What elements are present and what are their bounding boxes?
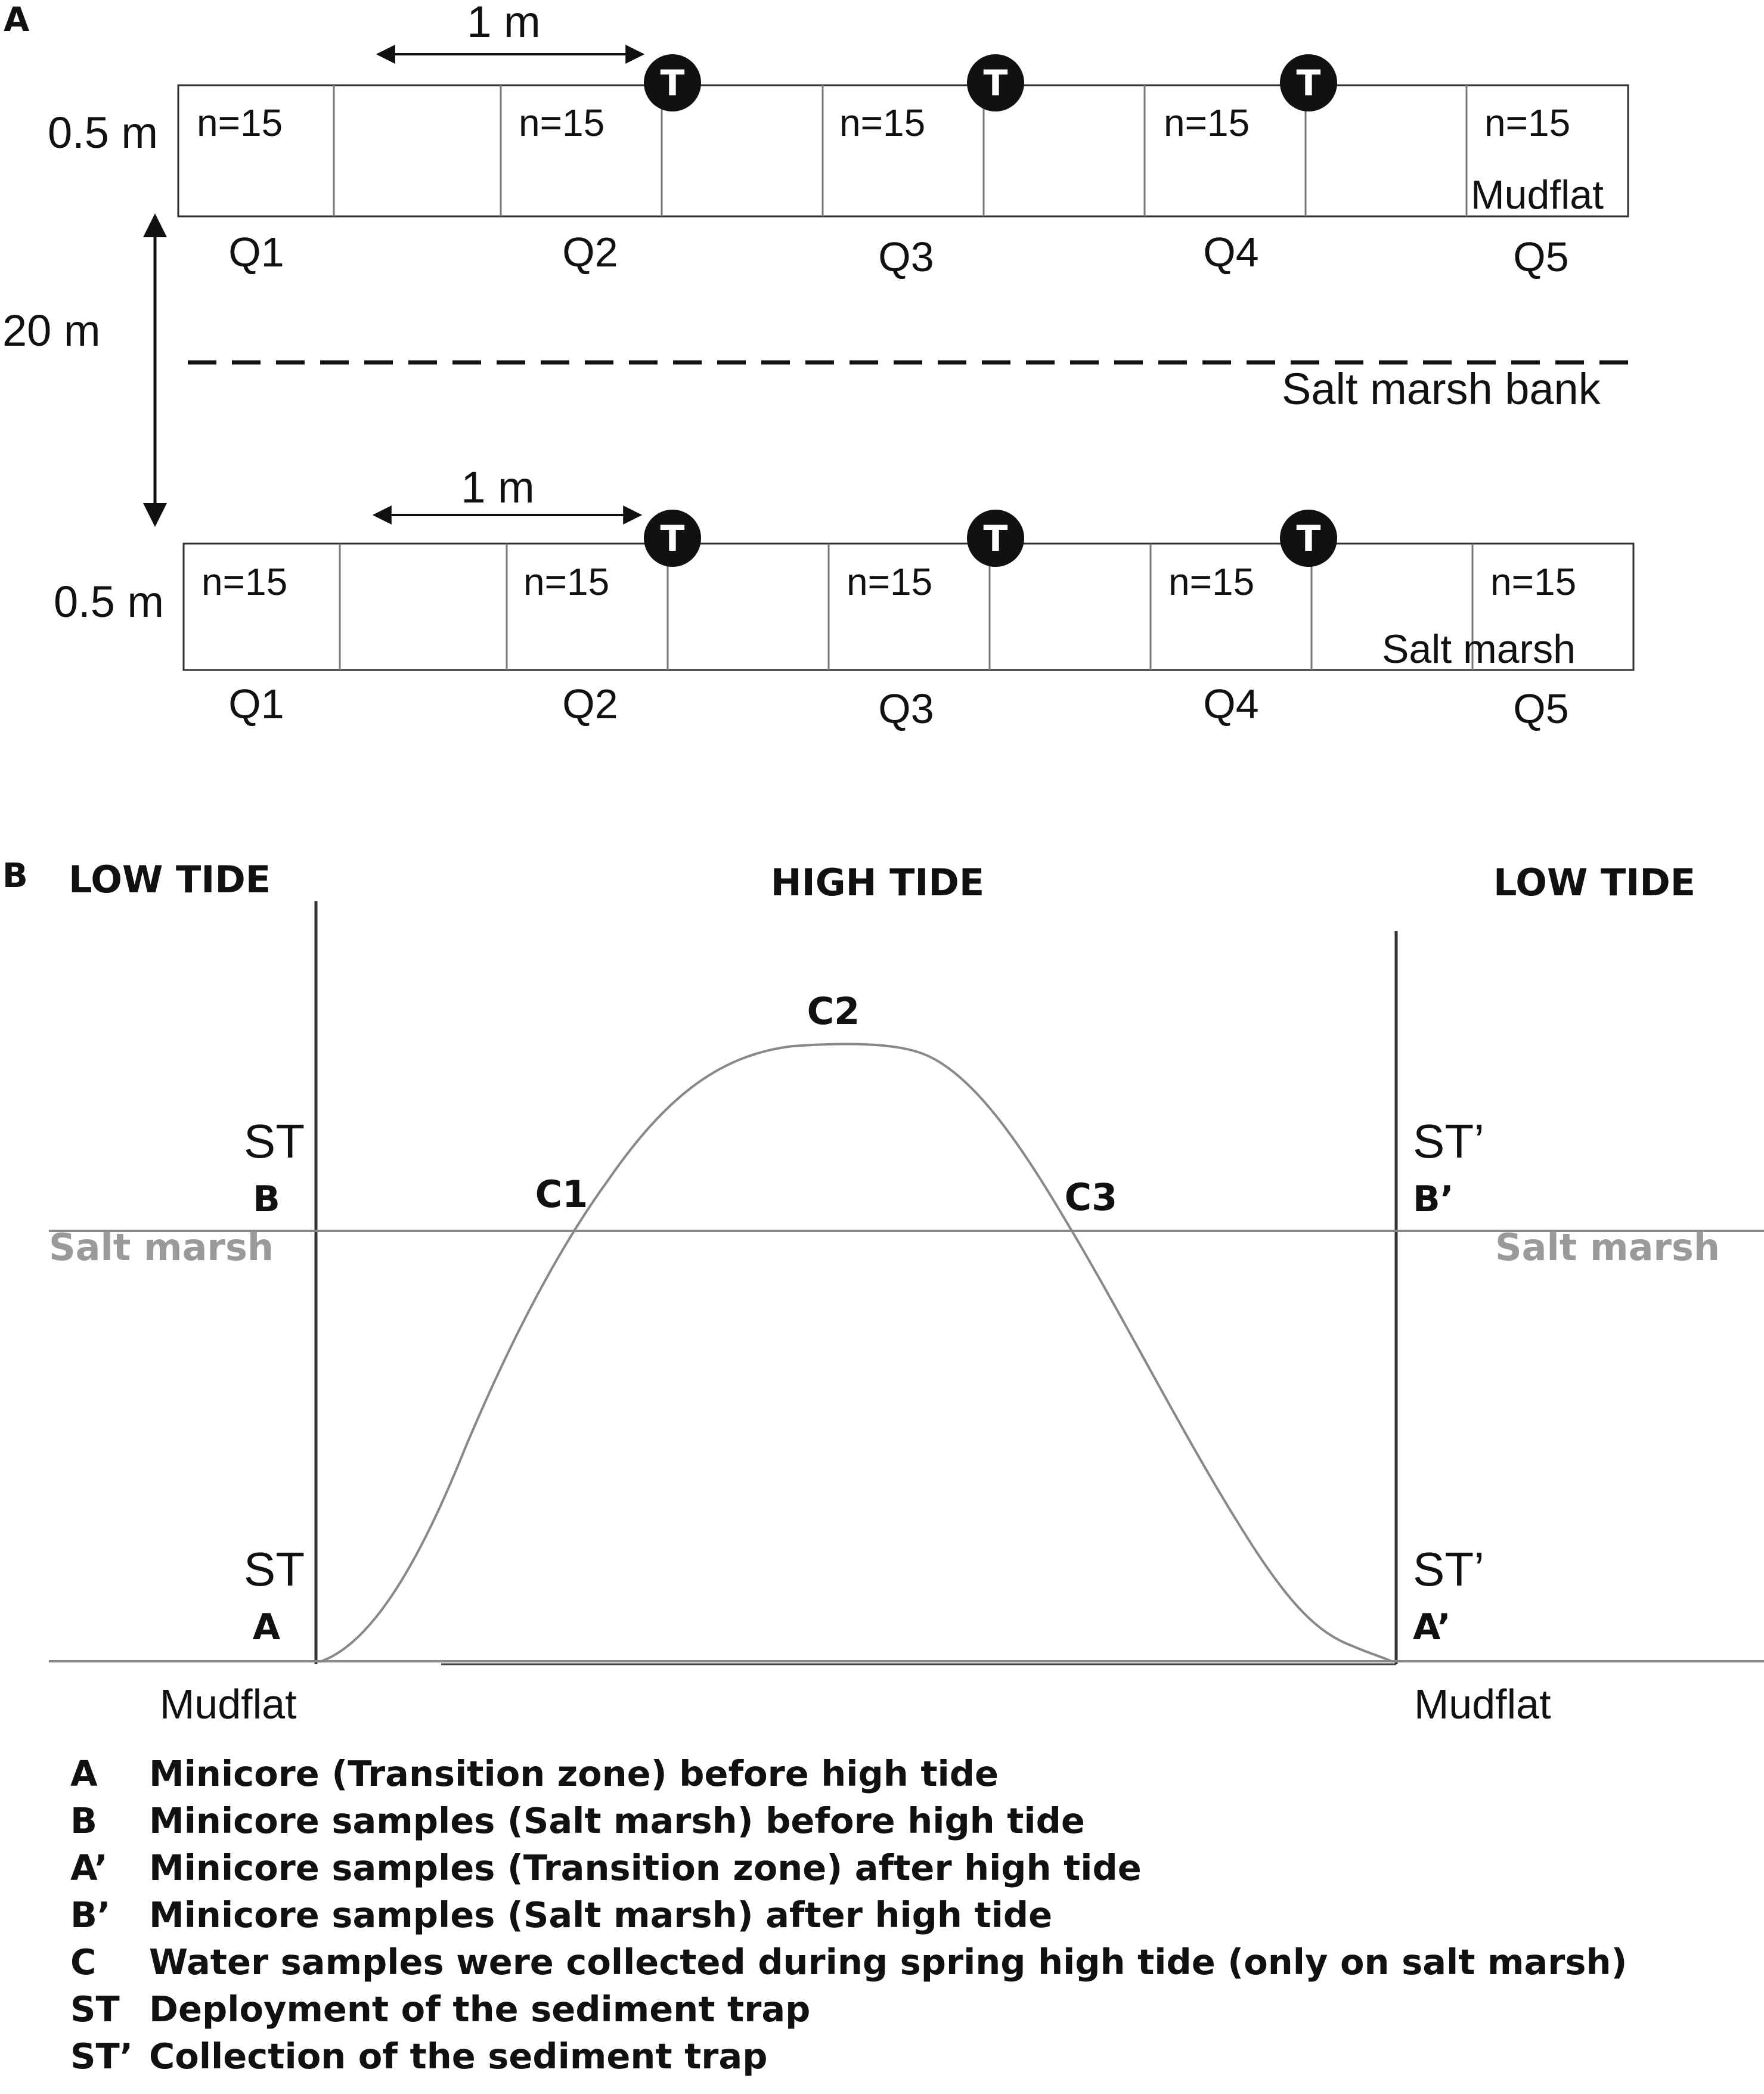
quadrat-label: Q1 — [228, 681, 284, 727]
curve-point-c3: C3 — [1064, 1175, 1118, 1219]
legend-item — [70, 1894, 1052, 1935]
mudflat-label-right: Mudflat — [1414, 1681, 1551, 1727]
n-label: n=15 — [197, 101, 283, 144]
svg-text:T: T — [660, 63, 685, 104]
legend-text: Minicore (Transition zone) before high tide — [149, 1752, 999, 1794]
salt-marsh-zone-label: Salt marsh — [1382, 626, 1576, 672]
legend-item — [70, 1847, 1142, 1888]
legend-key: A’ — [70, 1847, 108, 1888]
svg-text:T: T — [660, 518, 685, 560]
curve-point-c2: C2 — [807, 989, 860, 1033]
quadrat-label: Q2 — [562, 229, 618, 275]
sediment-trap-icon — [1280, 510, 1337, 567]
panel-b-label: B — [2, 857, 28, 895]
legend-text: Minicore samples (Salt marsh) after high tide — [149, 1894, 1053, 1935]
scale-label-top: 1 m — [467, 0, 541, 46]
svg-text:T: T — [983, 518, 1008, 560]
legend-item — [70, 1941, 1627, 1983]
marker-b: B — [253, 1178, 280, 1220]
n-label: n=15 — [201, 560, 288, 603]
quadrat-label: Q5 — [1513, 234, 1569, 280]
legend-item — [70, 1800, 1085, 1841]
scale-label-bottom: 1 m — [461, 463, 535, 512]
sediment-trap-icon — [644, 54, 701, 111]
quadrat-label: Q1 — [228, 229, 284, 275]
phase-label-middle: HIGH TIDE — [770, 861, 985, 904]
salt-marsh-label-left: Salt marsh — [49, 1226, 274, 1269]
marker-st-collect-b: ST’ — [1413, 1115, 1484, 1168]
n-label: n=15 — [1490, 560, 1577, 603]
quadrat-label: Q4 — [1203, 229, 1259, 275]
mudflat-zone-label: Mudflat — [1471, 172, 1604, 218]
sediment-trap-icon — [644, 510, 701, 567]
n-label: n=15 — [1164, 101, 1250, 144]
marker-st-deploy-b: ST — [243, 1115, 305, 1168]
svg-text:T: T — [983, 63, 1008, 104]
marker-st-deploy-a: ST — [243, 1543, 305, 1596]
sediment-trap-icon — [967, 510, 1024, 567]
bank-label: Salt marsh bank — [1282, 364, 1601, 414]
legend-key: ST — [70, 1988, 120, 2030]
marker-st-collect-a: ST’ — [1413, 1543, 1484, 1596]
legend-key: B’ — [70, 1894, 111, 1935]
quadrat-label: Q2 — [562, 681, 618, 727]
svg-text:T: T — [1296, 63, 1321, 104]
legend-key: C — [70, 1941, 97, 1983]
legend-item — [70, 1752, 999, 1794]
legend-text: Minicore samples (Transition zone) after high tide — [149, 1847, 1142, 1888]
legend-text: Deployment of the sediment trap — [149, 1988, 811, 2030]
n-label: n=15 — [523, 560, 610, 603]
panel-a-label: A — [4, 1, 30, 39]
height-label-top: 0.5 m — [48, 108, 159, 157]
marker-a-prime: A’ — [1413, 1606, 1451, 1648]
phase-label-right: LOW TIDE — [1493, 861, 1696, 904]
legend-key: B — [70, 1800, 97, 1841]
phase-label-left: LOW TIDE — [69, 858, 271, 901]
curve-point-c1: C1 — [535, 1172, 588, 1216]
mudflat-label-left: Mudflat — [160, 1681, 297, 1727]
salt-marsh-label-right: Salt marsh — [1495, 1226, 1720, 1269]
legend-text: Minicore samples (Salt marsh) before high tide — [149, 1800, 1085, 1841]
n-label: n=15 — [839, 101, 926, 144]
marker-a: A — [252, 1606, 281, 1648]
n-label: n=15 — [1168, 560, 1255, 603]
legend-text: Collection of the sediment trap — [149, 2035, 768, 2077]
legend-item — [70, 1988, 810, 2030]
quadrat-label: Q4 — [1203, 681, 1259, 727]
legend-key: ST’ — [70, 2035, 134, 2077]
n-label: n=15 — [847, 560, 933, 603]
svg-text:T: T — [1296, 518, 1321, 560]
n-label: n=15 — [1484, 101, 1571, 144]
tide-curve — [320, 1044, 1393, 1662]
legend-key: A — [70, 1752, 98, 1794]
quadrat-label: Q3 — [878, 685, 934, 732]
n-label: n=15 — [519, 101, 605, 144]
quadrat-label: Q3 — [878, 234, 934, 280]
height-label-bottom: 0.5 m — [54, 577, 165, 626]
sediment-trap-icon — [967, 54, 1024, 111]
distance-label: 20 m — [2, 306, 101, 355]
legend-item — [70, 2035, 767, 2077]
marker-b-prime: B’ — [1413, 1178, 1454, 1220]
sediment-trap-icon — [1280, 54, 1337, 111]
legend-text: Water samples were collected during spring high tide (only on salt marsh) — [149, 1941, 1627, 1983]
quadrat-label: Q5 — [1513, 685, 1569, 732]
